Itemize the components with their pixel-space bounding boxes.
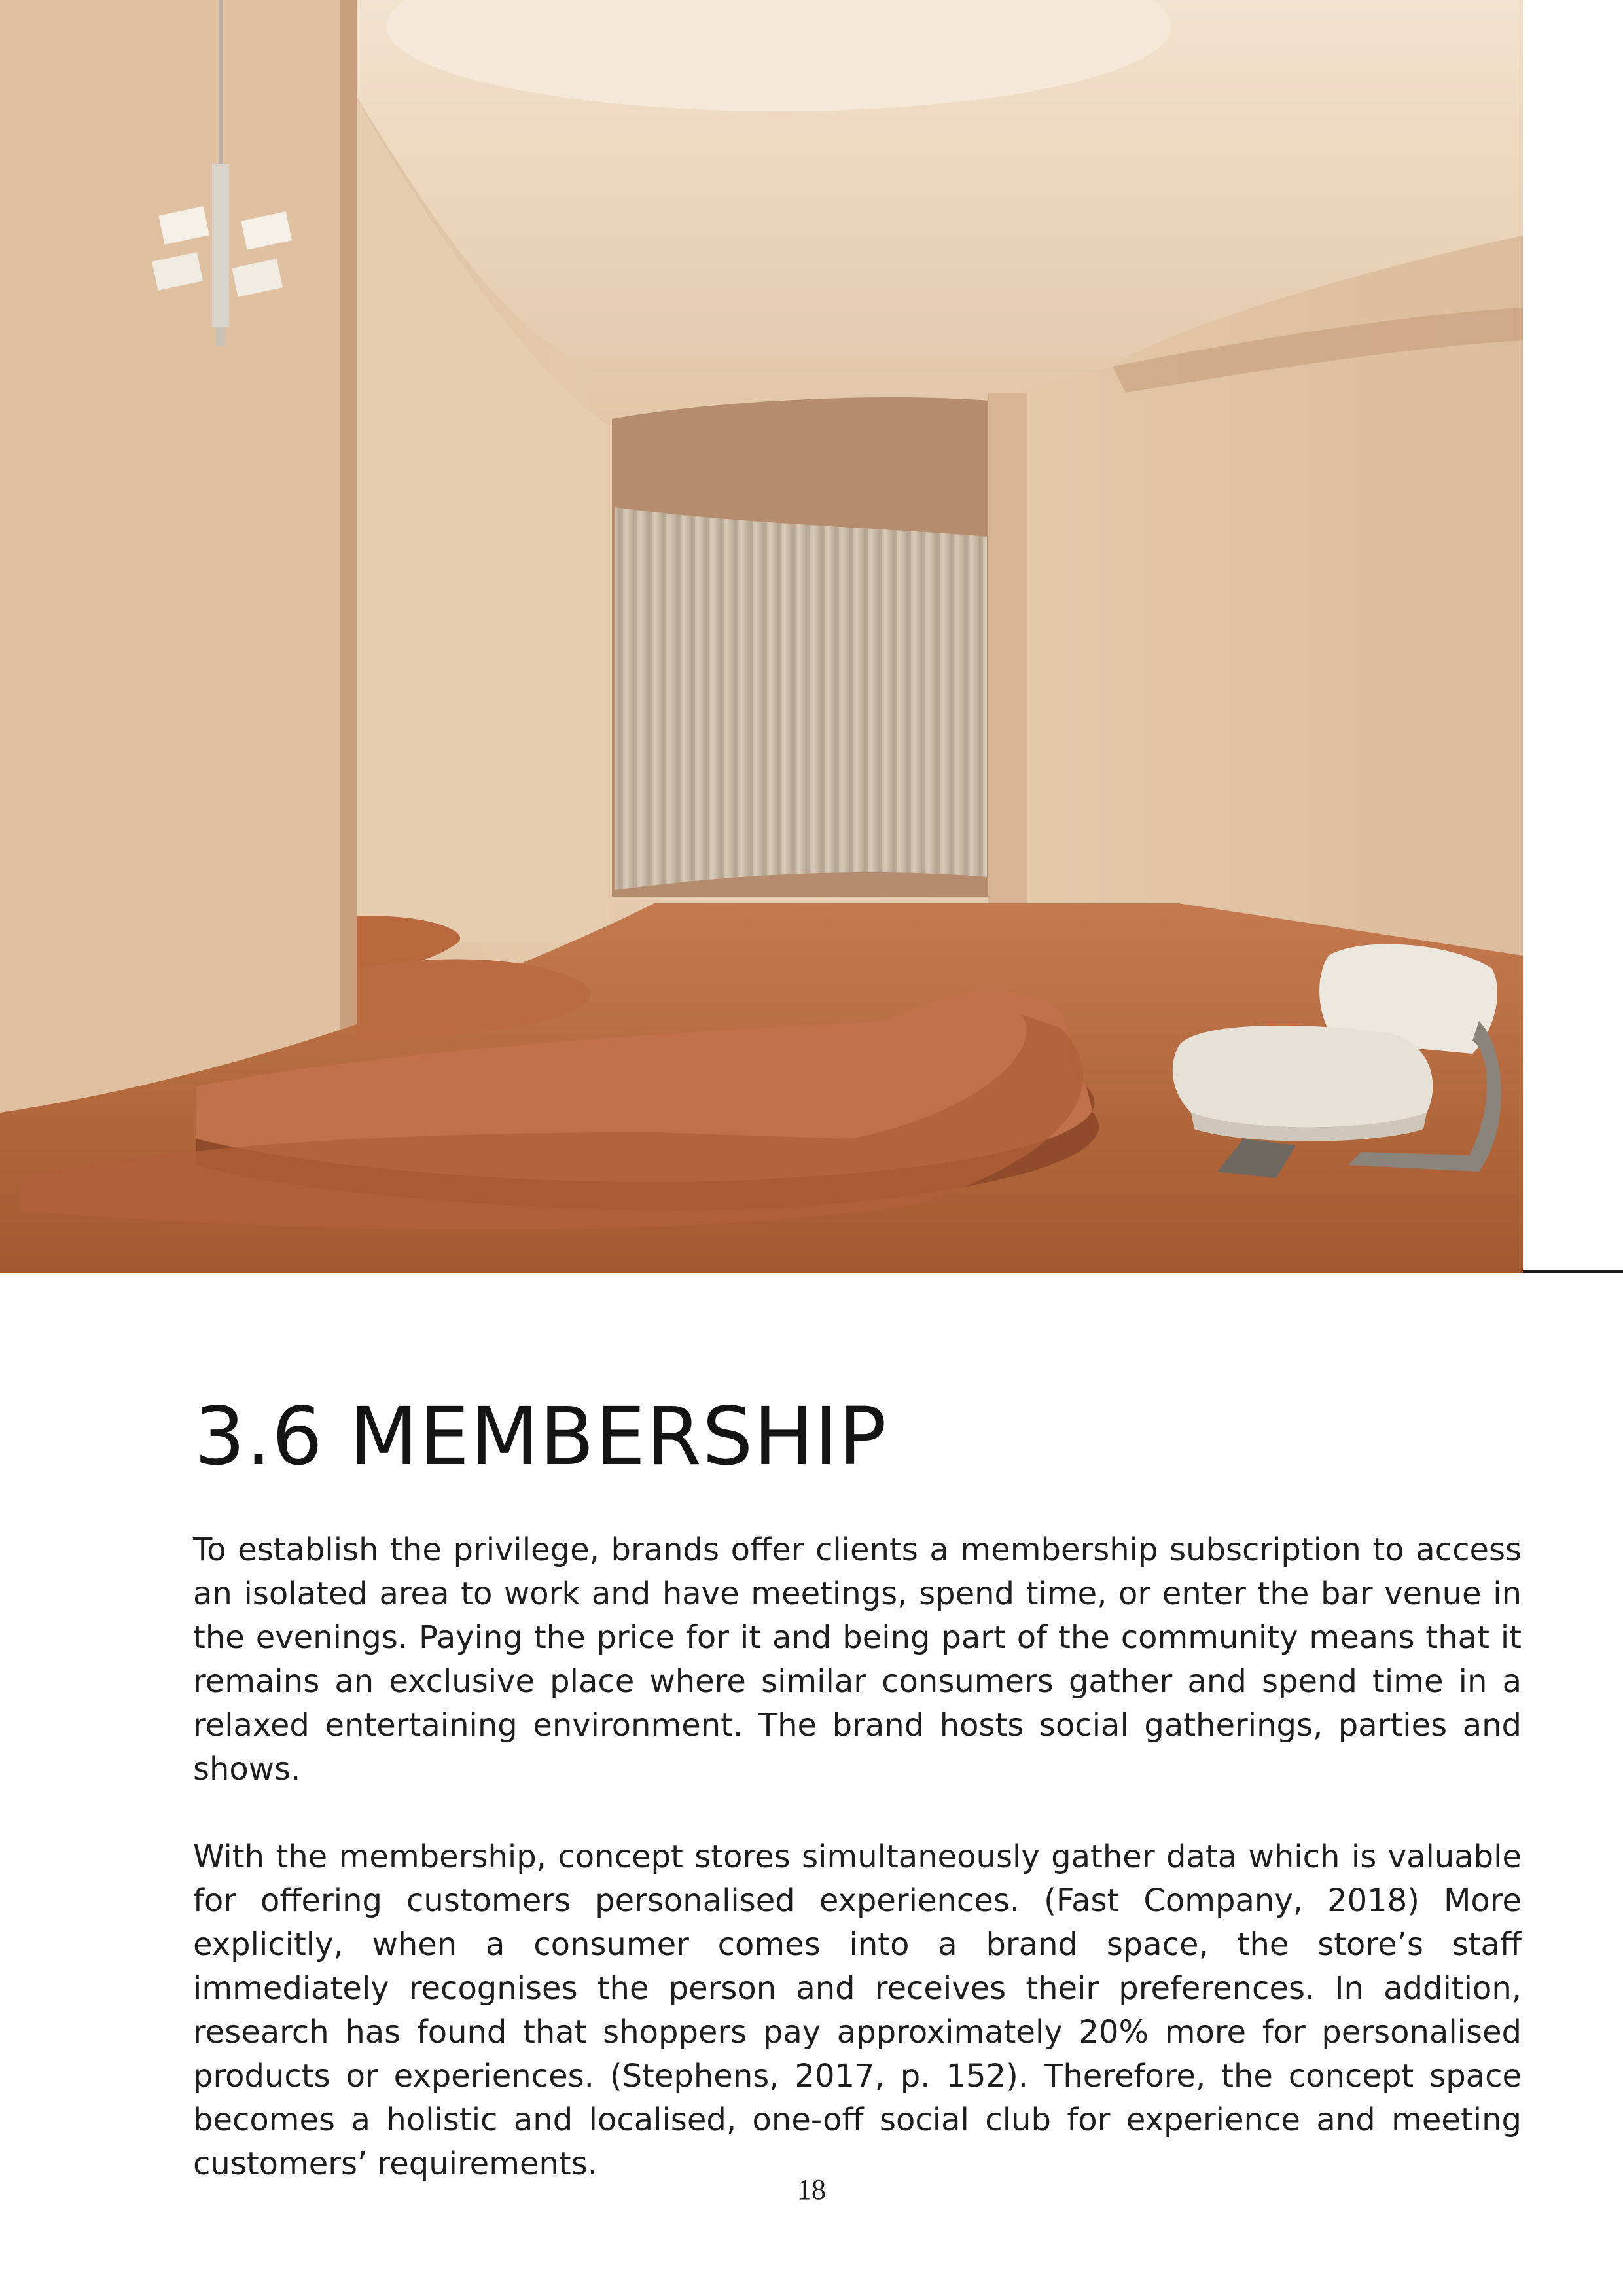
right-column-edge [988,393,1027,982]
page-number: 18 [797,2174,826,2206]
body-text [193,1528,1522,2186]
section-heading: 3.6 MEMBERSHIP [194,1390,887,1483]
left-column-edge [340,0,357,1113]
edge-rule [1523,1270,1623,1273]
curtain [615,507,987,890]
paragraph-1: To establish the privilege, brands offer clients a membership subscription to access an isolated area to work and have meetings, spend time, or enter the bar venue in the evenings. Paying the price for it and being part of the community means that it remains an exclusive place where similar consumers gather and spend time in a relaxed entertaining environment. The brand hosts social gatherings, parties and shows. [193,1532,1522,1787]
left-column [0,0,357,1113]
paragraph-2: With the membership, concept stores simultaneously gather data which is valuable for offering customers personalised experiences. (Fast Company, 2018) More explicitly, when a consumer comes into a brand space, the store’s staff immediately recognises the person and receives their preferences. In addition, research has found that shoppers pay approximately 20% more for personalised products or experiences. (Stephens, 2017, p. 152). Therefore, the concept space becomes a holistic and localised, one-off social club for experience and meeting customers’ requirements. [193,1839,1522,2182]
